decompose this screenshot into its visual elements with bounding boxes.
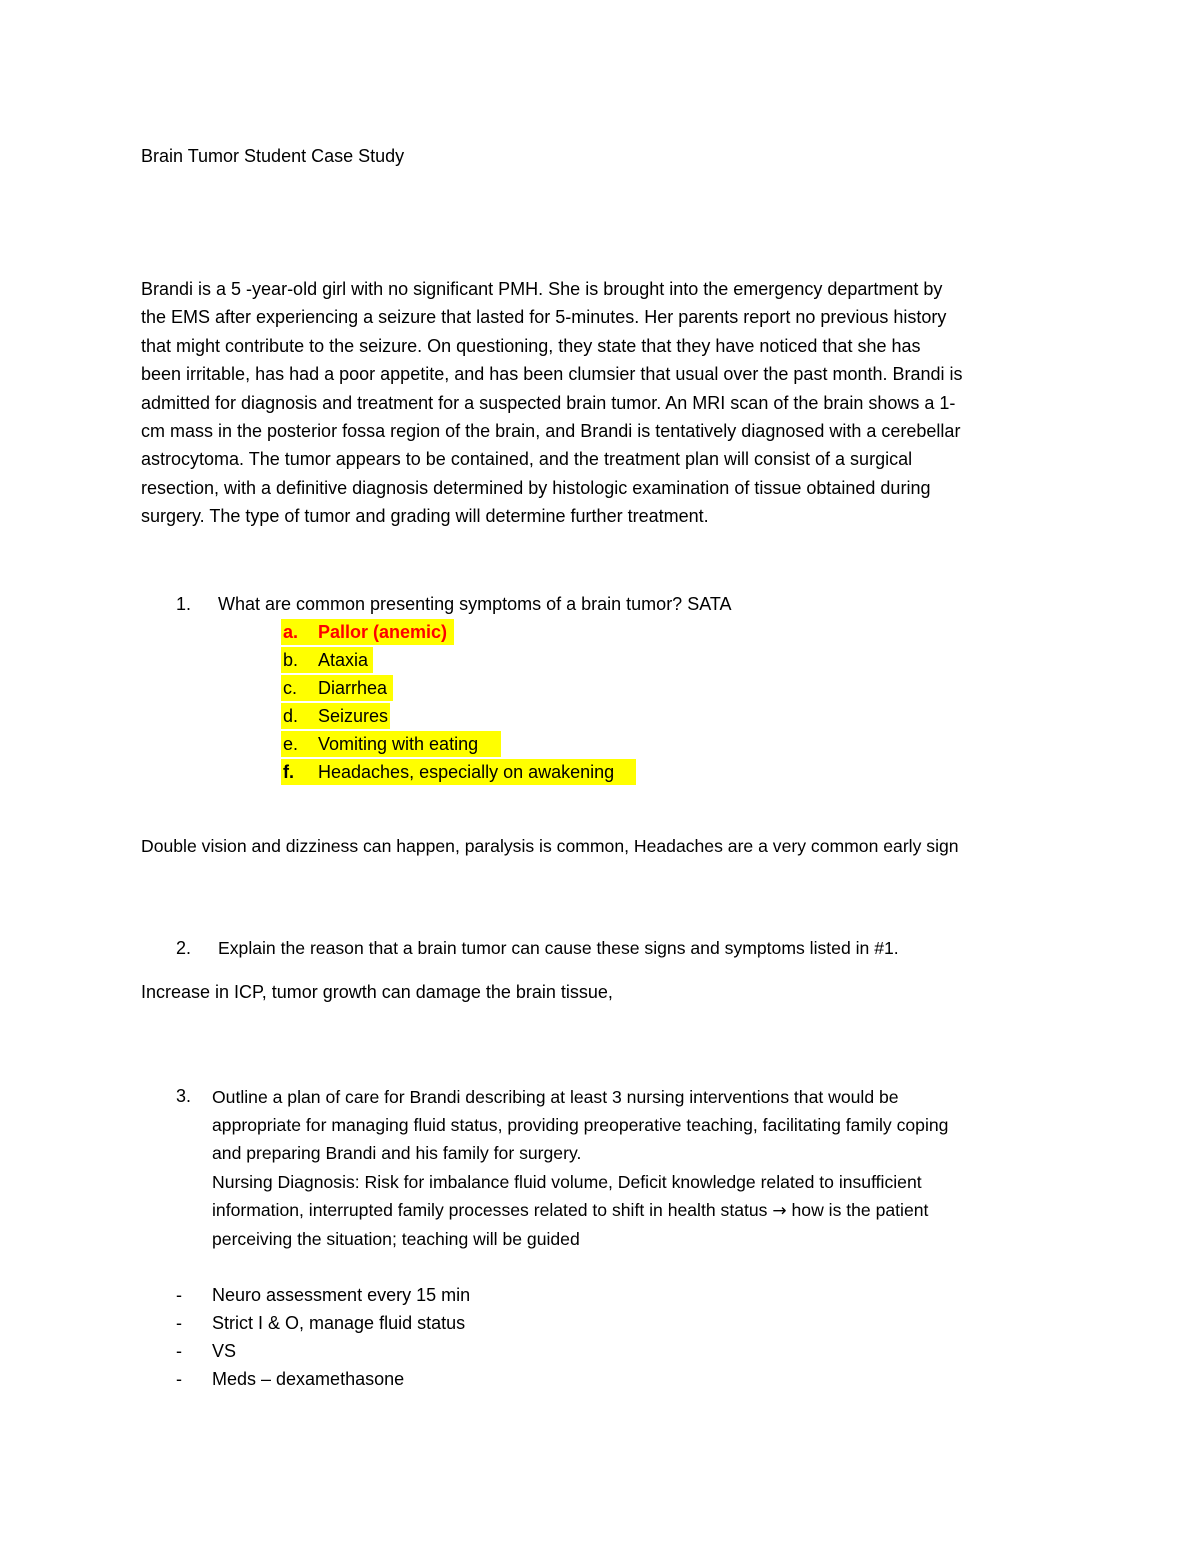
intro-line: astrocytoma. The tumor appears to be contained, and the treatment plan will consist of a surgical bbox=[141, 449, 913, 470]
option-letter: d. bbox=[283, 706, 299, 726]
option-text: Seizures bbox=[318, 706, 389, 726]
question-line: and preparing Brandi and his family for surgery. bbox=[212, 1143, 582, 1164]
answer-text: Increase in ICP, tumor growth can damage the brain tissue, bbox=[141, 982, 613, 1002]
option-a bbox=[283, 619, 483, 645]
question-text: Explain the reason that a brain tumor can cause these signs and symptoms listed in #1. bbox=[218, 938, 899, 958]
nursing-diagnosis-line: Nursing Diagnosis: Risk for imbalance fluid volume, Deficit knowledge related to insufficient bbox=[212, 1171, 922, 1192]
option-b bbox=[283, 647, 483, 673]
option-letter: b. bbox=[283, 650, 299, 670]
case-intro-paragraph bbox=[141, 275, 1061, 531]
list-bullet: - bbox=[176, 1313, 182, 1333]
intro-line: Brandi is a 5 -year-old girl with no significant PMH. She is brought into the emergency department by bbox=[141, 279, 943, 299]
question-number: 1. bbox=[176, 594, 192, 614]
nursing-diagnosis-line bbox=[212, 1196, 948, 1225]
option-letter: c. bbox=[283, 678, 298, 698]
intro-line: cm mass in the posterior fossa region of the brain, and Brandi is tentatively diagnosed with a cerebellar bbox=[141, 421, 961, 442]
option-e bbox=[283, 731, 543, 757]
nursing-diagnosis-line: perceiving the situation; teaching will be guided bbox=[212, 1229, 580, 1250]
answer-text: Double vision and dizziness can happen, paralysis is common, Headaches are a very common early sign bbox=[141, 836, 959, 856]
list-item: VS bbox=[212, 1341, 237, 1361]
list-bullet: - bbox=[176, 1341, 182, 1361]
question-number: 3. bbox=[176, 1086, 192, 1106]
intro-line: admitted for diagnosis and treatment for a suspected brain tumor. An MRI scan of the brain shows a 1- bbox=[141, 392, 956, 413]
option-text: Headaches, especially on awakening bbox=[318, 762, 615, 782]
question-text: What are common presenting symptoms of a brain tumor? SATA bbox=[218, 594, 732, 614]
option-letter: a. bbox=[283, 622, 299, 642]
option-d bbox=[283, 703, 483, 729]
list-bullet: - bbox=[176, 1285, 182, 1305]
intro-line: surgery. The type of tumor and grading will determine further treatment. bbox=[141, 506, 709, 527]
option-text: Ataxia bbox=[318, 650, 369, 670]
document-title: Brain Tumor Student Case Study bbox=[141, 146, 405, 166]
right-arrow-icon: → bbox=[772, 1200, 787, 1221]
list-item: Neuro assessment every 15 min bbox=[212, 1285, 471, 1305]
intro-line: the EMS after experiencing a seizure that lasted for 5-minutes. Her parents report no previous history bbox=[141, 307, 947, 328]
list-item: Meds – dexamethasone bbox=[212, 1369, 405, 1389]
nursing-diagnosis-text: information, interrupted family processes related to shift in health status bbox=[212, 1199, 768, 1220]
intro-line: been irritable, has had a poor appetite, and has been clumsier that usual over the past month. Brandi is bbox=[141, 364, 963, 385]
nursing-diagnosis-text: how is the patient bbox=[791, 1199, 929, 1220]
question-line: Outline a plan of care for Brandi describing at least 3 nursing interventions that would be bbox=[212, 1087, 899, 1107]
option-text: Vomiting with eating bbox=[318, 734, 479, 754]
intro-line: that might contribute to the seizure. On questioning, they state that they have noticed that she has bbox=[141, 335, 921, 356]
option-text: Diarrhea bbox=[318, 678, 388, 698]
question-line: appropriate for managing fluid status, providing preoperative teaching, facilitating family coping bbox=[212, 1115, 949, 1136]
option-f bbox=[283, 759, 663, 785]
question-number: 2. bbox=[176, 938, 192, 958]
intro-line: resection, with a definitive diagnosis determined by histologic examination of tissue obtained during bbox=[141, 477, 931, 498]
option-text: Pallor (anemic) bbox=[318, 622, 448, 642]
option-letter: f. bbox=[283, 762, 294, 782]
option-letter: e. bbox=[283, 734, 299, 754]
question-text bbox=[212, 1083, 948, 1253]
list-item: Strict I & O, manage fluid status bbox=[212, 1313, 466, 1333]
list-bullet: - bbox=[176, 1369, 182, 1389]
option-c bbox=[283, 675, 483, 701]
